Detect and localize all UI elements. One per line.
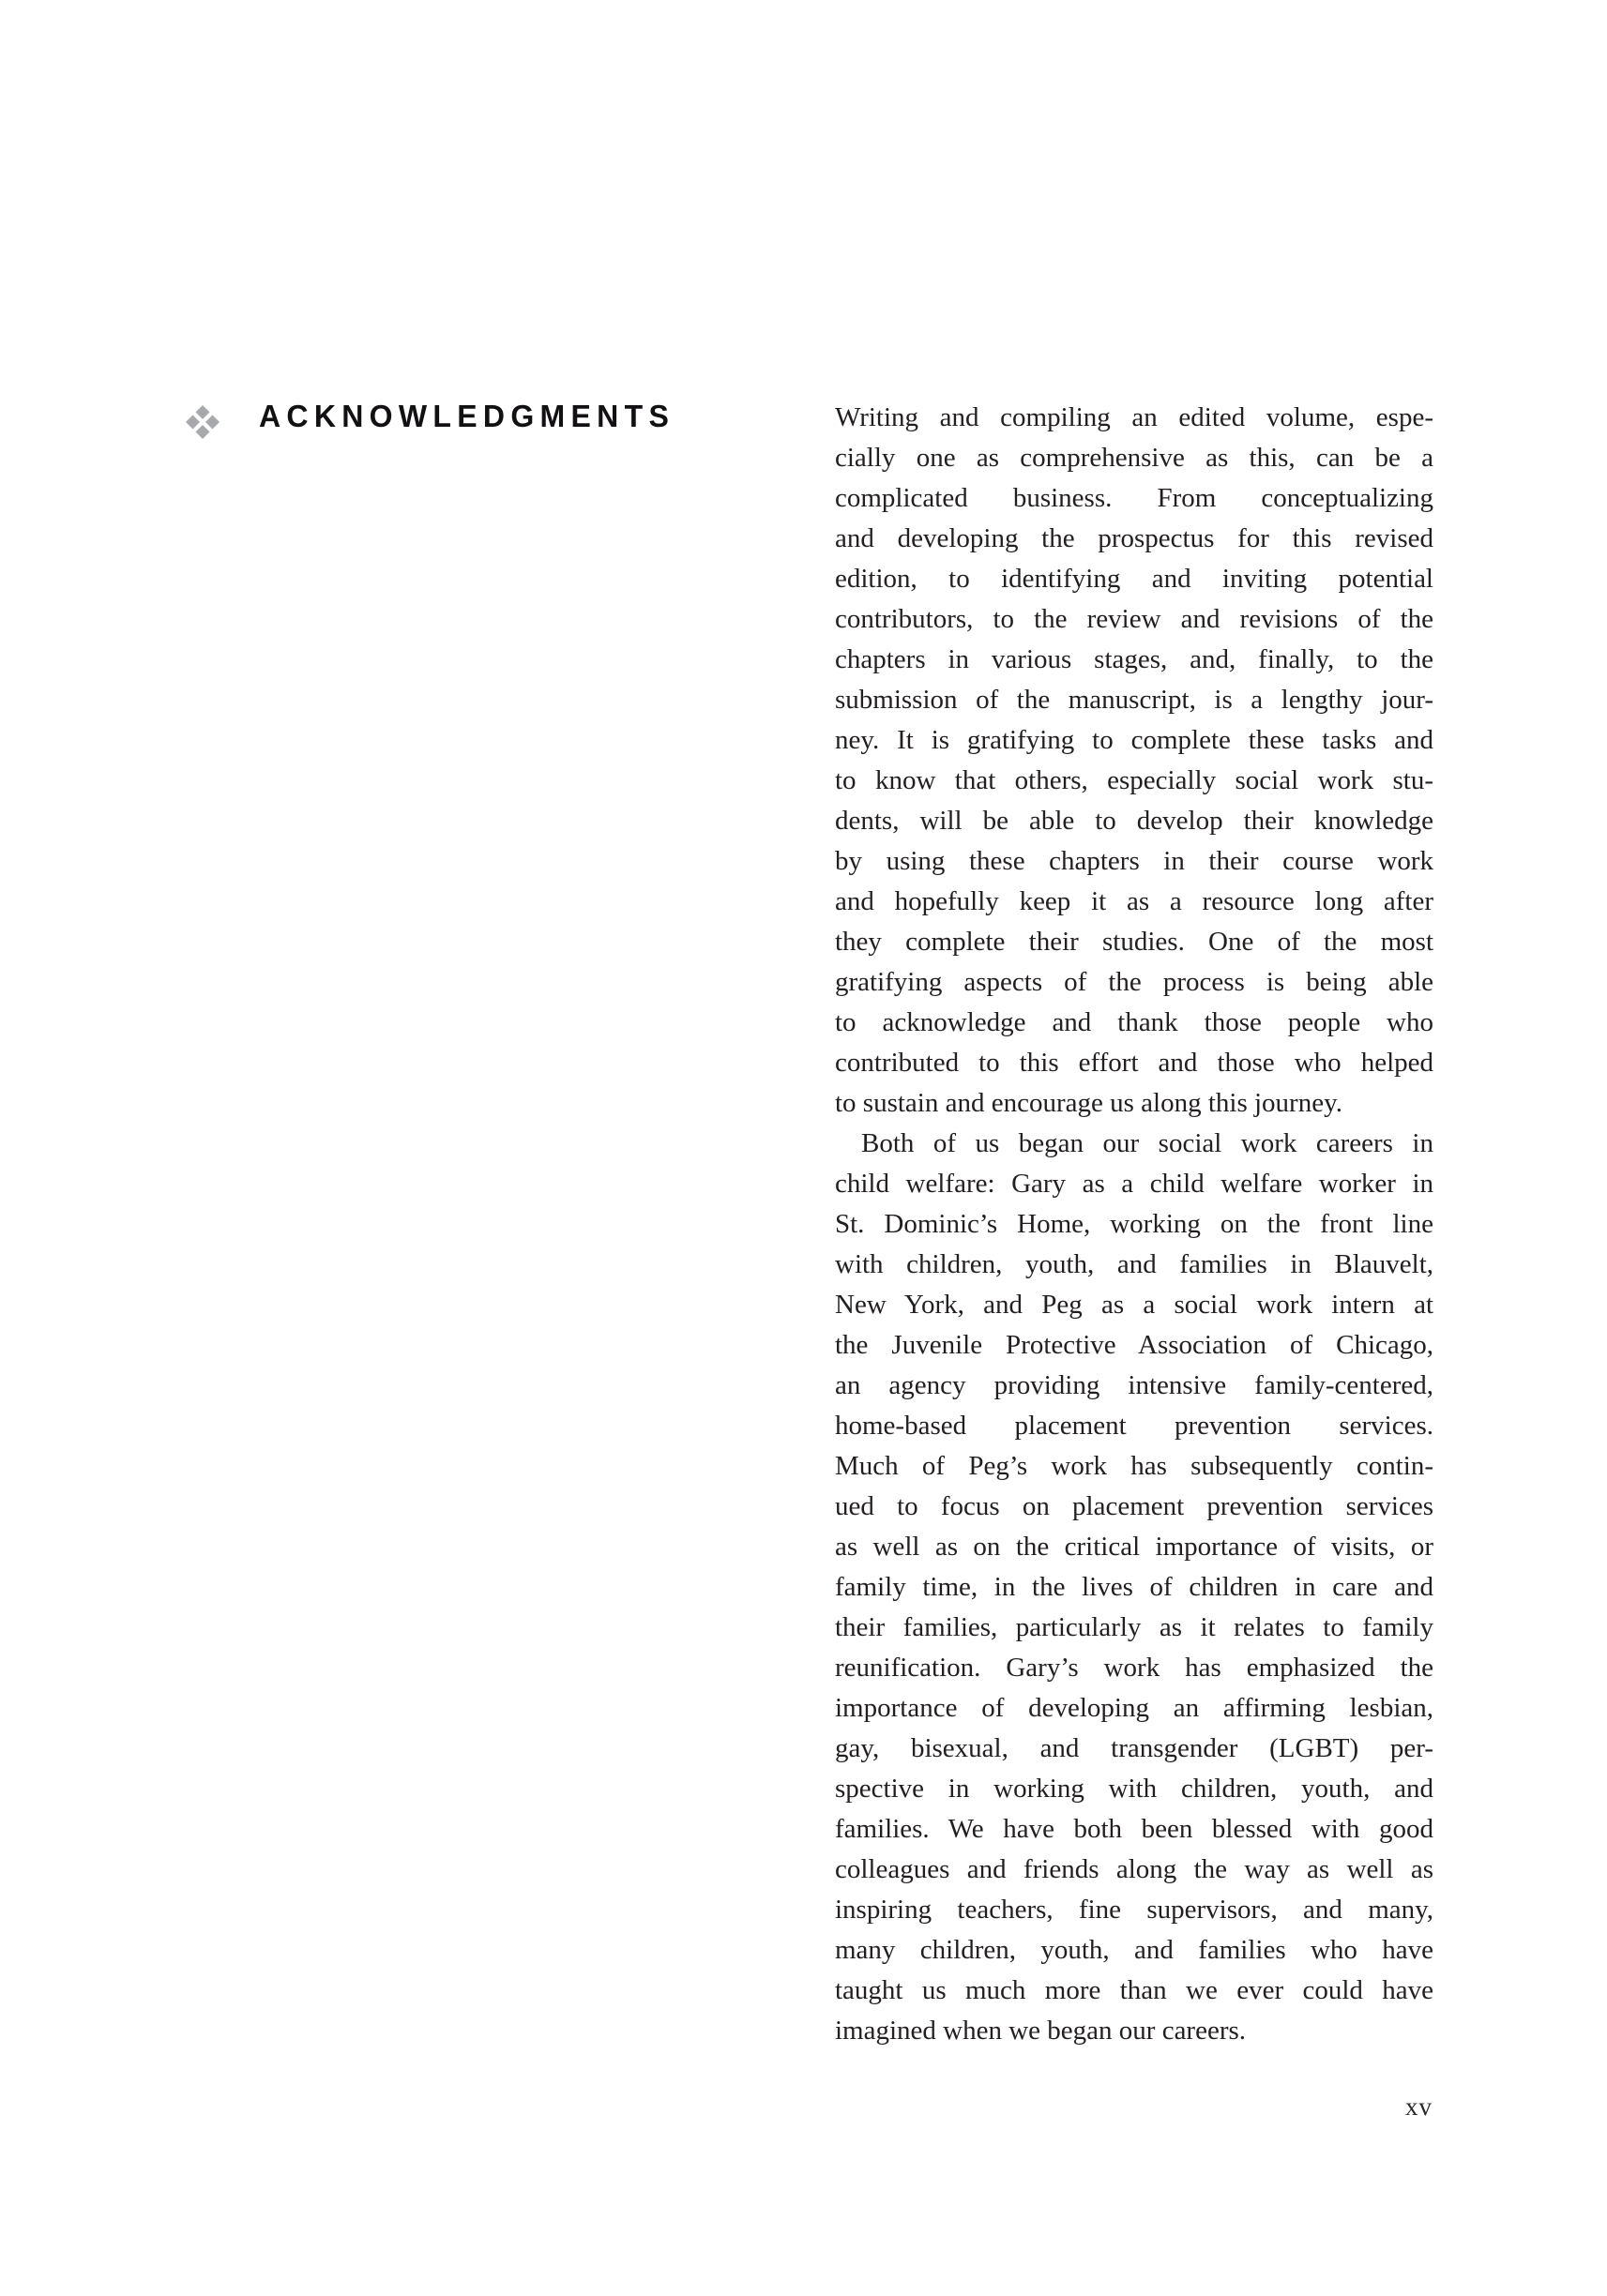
text-line: as well as on the critical importance of visits, or bbox=[835, 1532, 1433, 1562]
text-line: families. We have both been blessed with good bbox=[835, 1814, 1433, 1844]
body-text-column bbox=[835, 398, 1433, 2051]
page-title: ACKNOWLEDGMENTS bbox=[259, 399, 675, 433]
text-line: colleagues and friends along the way as well as bbox=[835, 1854, 1433, 1884]
four-diamond-ornament-icon bbox=[185, 404, 220, 440]
text-line: New York, and Peg as a social work intern at bbox=[835, 1290, 1433, 1320]
text-line: contributed to this effort and those who helped bbox=[835, 1048, 1433, 1078]
text-line: dents, will be able to develop their knowledge bbox=[835, 806, 1433, 836]
text-line: to acknowledge and thank those people who bbox=[835, 1007, 1433, 1037]
text-line: Both of us began our social work careers in bbox=[861, 1128, 1433, 1158]
text-line: to know that others, especially social work stu- bbox=[835, 765, 1433, 795]
text-line: taught us much more than we ever could have bbox=[835, 1975, 1433, 2005]
text-line: Writing and compiling an edited volume, espe- bbox=[835, 402, 1433, 432]
text-line: cially one as comprehensive as this, can be a bbox=[835, 443, 1433, 473]
text-line: with children, youth, and families in Blauvelt, bbox=[835, 1249, 1433, 1279]
text-line: reunification. Gary’s work has emphasized the bbox=[835, 1653, 1433, 1683]
text-line: edition, to identifying and inviting potential bbox=[835, 564, 1433, 594]
text-line: by using these chapters in their course work bbox=[835, 846, 1433, 876]
text-line: their families, particularly as it relates to family bbox=[835, 1612, 1433, 1642]
text-line: Much of Peg’s work has subsequently contin- bbox=[835, 1451, 1433, 1481]
text-line: home-based placement prevention services. bbox=[835, 1411, 1433, 1441]
paragraph-1 bbox=[835, 398, 1433, 1124]
text-line: inspiring teachers, fine supervisors, and many, bbox=[835, 1895, 1433, 1925]
text-line: chapters in various stages, and, finally, to the bbox=[835, 644, 1433, 674]
text-line: submission of the manuscript, is a lengthy jour- bbox=[835, 685, 1433, 715]
text-line: to sustain and encourage us along this journey. bbox=[835, 1088, 1342, 1118]
text-line: they complete their studies. One of the most bbox=[835, 927, 1433, 957]
paragraph-2 bbox=[835, 1124, 1433, 2051]
text-line: many children, youth, and families who have bbox=[835, 1935, 1433, 1965]
text-line: an agency providing intensive family-centered, bbox=[835, 1370, 1433, 1400]
text-line: child welfare: Gary as a child welfare worker in bbox=[835, 1169, 1433, 1199]
text-line: and hopefully keep it as a resource long after bbox=[835, 886, 1433, 916]
text-line: and developing the prospectus for this revised bbox=[835, 523, 1433, 553]
text-line: imagined when we began our careers. bbox=[835, 2016, 1247, 2046]
text-line: ued to focus on placement prevention services bbox=[835, 1491, 1433, 1521]
text-line: spective in working with children, youth, and bbox=[835, 1774, 1433, 1804]
text-line: St. Dominic’s Home, working on the front line bbox=[835, 1209, 1433, 1239]
page-number: xv bbox=[1405, 2092, 1433, 2121]
text-line: the Juvenile Protective Association of Chicago, bbox=[835, 1330, 1433, 1360]
text-line: ney. It is gratifying to complete these tasks and bbox=[835, 725, 1433, 755]
text-line: family time, in the lives of children in care and bbox=[835, 1572, 1433, 1602]
text-line: gay, bisexual, and transgender (LGBT) per- bbox=[835, 1733, 1433, 1763]
text-line: importance of developing an affirming lesbian, bbox=[835, 1693, 1433, 1723]
text-line: complicated business. From conceptualizing bbox=[835, 483, 1433, 513]
text-line: contributors, to the review and revisions of the bbox=[835, 604, 1433, 634]
text-line: gratifying aspects of the process is being able bbox=[835, 967, 1433, 997]
